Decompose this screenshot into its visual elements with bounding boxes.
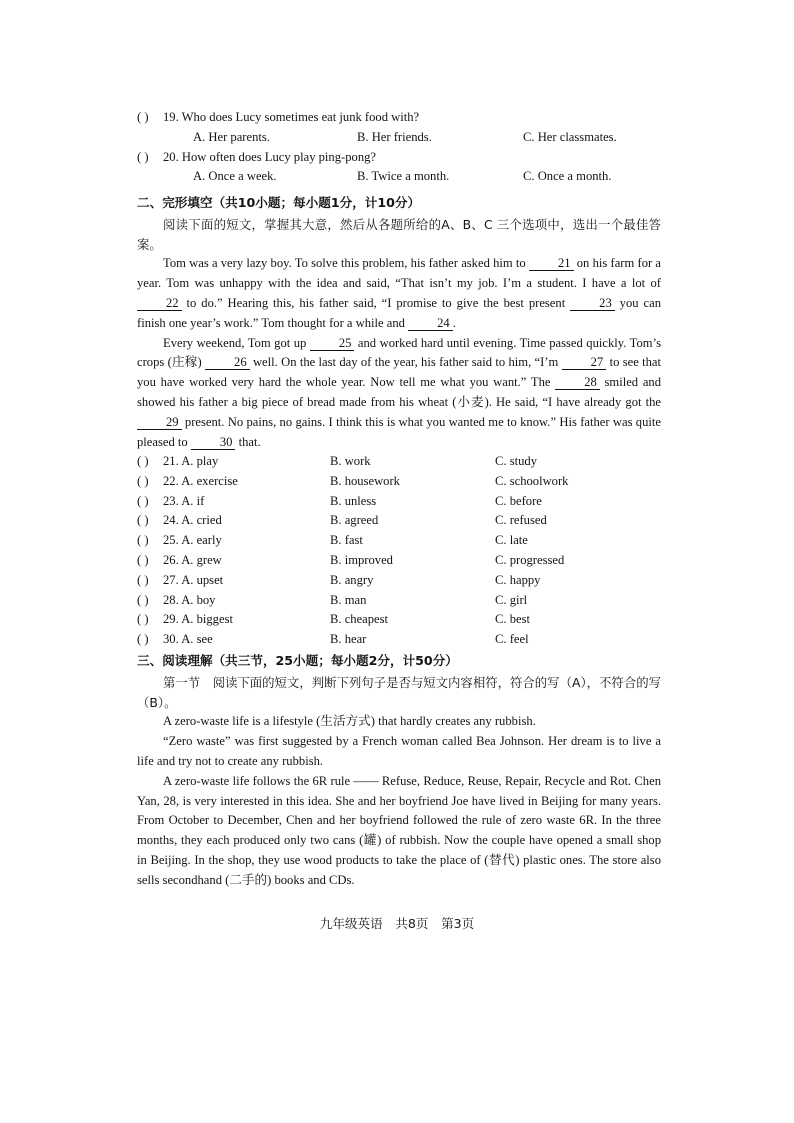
- option-a: 25. A. early: [163, 533, 222, 548]
- option-c: C. feel: [495, 632, 529, 647]
- reading-section: [137, 651, 661, 891]
- cloze-question-21: [137, 452, 661, 472]
- passage-text: Every weekend, Tom got up: [163, 335, 310, 350]
- option-c: C. schoolwork: [495, 473, 569, 488]
- passage-text: well. On the last day of the year, his father said to him, “I’m: [249, 355, 562, 370]
- blank-23: 23: [570, 296, 615, 311]
- option-b: B. fast: [330, 533, 363, 548]
- question-19-options: [137, 128, 661, 148]
- section-heading: 二、完形填空（共10小题；每小题1分，计10分）: [137, 195, 421, 210]
- passage-text: to do.” Hearing this, his father said, “I promise to give the best present: [181, 295, 571, 310]
- answer-bracket[interactable]: ( ): [137, 473, 149, 488]
- reading-paragraph-1: A zero-waste life is a lifestyle (生活方式) that hardly creates any rubbish.: [163, 714, 536, 729]
- cloze-question-27: [137, 571, 661, 591]
- cloze-section: [137, 193, 661, 452]
- passage-text: on his farm for a year. Tom was unhappy with the idea and said, “That isn’t my job. I’m a student. I have a lot of: [137, 256, 661, 291]
- answer-bracket[interactable]: ( ): [137, 612, 149, 627]
- option-b: B. hear: [330, 632, 367, 647]
- answer-bracket[interactable]: ( ): [137, 513, 149, 528]
- cloze-question-26: [137, 551, 661, 571]
- passage-text: and worked hard until evening. Time passed quickly. Tom’s crops (庄稼): [137, 335, 661, 370]
- option-a: 29. A. biggest: [163, 612, 233, 627]
- page-footer: 九年级英语 共8页 第3页: [319, 916, 475, 931]
- passage-text: Tom was a very lazy boy. To solve this problem, his father asked him to: [163, 256, 529, 271]
- option-b: B. improved: [330, 552, 393, 567]
- option-c: C. refused: [495, 513, 547, 528]
- answer-bracket[interactable]: ( ): [137, 149, 149, 164]
- answer-bracket[interactable]: ( ): [137, 552, 149, 567]
- cloze-question-28: [137, 591, 661, 611]
- question-19: [137, 108, 661, 128]
- section-instruction: 阅读下面的短文，掌握其大意，然后从各题所给的A、B、C 三个选项中，选出一个最佳答案。: [137, 216, 661, 252]
- option-a: 22. A. exercise: [163, 473, 238, 488]
- question-20-options: [137, 167, 661, 187]
- option-b: B. Twice a month.: [357, 169, 450, 184]
- question-20: [137, 148, 661, 168]
- option-a: 28. A. boy: [163, 592, 216, 607]
- option-c: C. progressed: [495, 552, 565, 567]
- cloze-paragraph-1: [137, 254, 661, 333]
- answer-bracket[interactable]: ( ): [137, 454, 149, 468]
- listening-questions: [137, 108, 661, 187]
- option-b: B. work: [330, 454, 371, 468]
- option-c: C. girl: [495, 592, 528, 607]
- cloze-question-24: [137, 511, 661, 531]
- cloze-question-22: [137, 472, 661, 492]
- option-b: B. man: [330, 592, 367, 607]
- option-a: 26. A. grew: [163, 552, 222, 567]
- blank-28: 28: [555, 375, 600, 390]
- blank-24: 24: [408, 316, 453, 331]
- option-a: 21. A. play: [163, 454, 219, 468]
- question-stem: 20. How often does Lucy play ping-pong?: [163, 149, 376, 164]
- answer-bracket[interactable]: ( ): [137, 110, 149, 124]
- question-stem: 19. Who does Lucy sometimes eat junk food with?: [163, 110, 420, 124]
- passage-text: smiled and showed his father a big piece of bread made from his wheat (小麦). He said, “I have already got the: [137, 375, 662, 409]
- answer-bracket[interactable]: ( ): [137, 632, 149, 647]
- option-c: C. late: [495, 533, 528, 548]
- option-c: C. Once a month.: [523, 169, 612, 184]
- option-c: C. study: [495, 454, 537, 468]
- cloze-paragraph-2: [137, 334, 661, 453]
- option-c: C. before: [495, 493, 542, 508]
- reading-paragraph-2: “Zero waste” was first suggested by a French woman called Bea Johnson. Her dream is to live a life and try not to create any rubbish.: [137, 734, 661, 768]
- blank-25: 25: [310, 336, 355, 351]
- answer-bracket[interactable]: ( ): [137, 493, 149, 508]
- option-a: 23. A. if: [163, 493, 205, 508]
- cloze-options: [137, 452, 661, 650]
- blank-29: 29: [137, 415, 182, 430]
- passage-text: present. No pains, no gains. I think this is what you wanted me to know.” His father was quite pleased to: [137, 414, 661, 449]
- cloze-question-29: [137, 610, 661, 630]
- blank-26: 26: [205, 355, 250, 370]
- section-heading: 三、阅读理解（共三节，25小题；每小题2分，计50分）: [137, 653, 458, 668]
- reading-paragraph-3: A zero-waste life follows the 6R rule —— Refuse, Reduce, Reuse, Repair, Recycle and Rot. Chen Yan, 28, is very interested in this idea. She and her boyfriend Joe have lived in Beijing for many years. From October to December, Chen and her boyfriend followed the rule of zero waste 6R. In the three months, they each produced only two cans (罐) of rubbish. Now the couple have opened a small shop in Beijing. In the shop, they use wood products to take the place of (替代) plastic ones. The store also sells secondhand (二手的) books and CDs.: [137, 773, 661, 887]
- option-a: 30. A. see: [163, 632, 213, 647]
- blank-30: 30: [191, 435, 236, 450]
- option-a: A. Her parents.: [193, 129, 270, 144]
- option-a: A. Once a week.: [193, 169, 277, 184]
- passage-text: you can finish one year’s work.” Tom thought for a while and: [137, 295, 661, 330]
- option-b: B. angry: [330, 572, 374, 587]
- option-b: B. cheapest: [330, 612, 389, 627]
- option-b: B. housework: [330, 473, 400, 488]
- answer-bracket[interactable]: ( ): [137, 592, 149, 607]
- blank-21: 21: [529, 256, 574, 271]
- option-c: C. Her classmates.: [523, 129, 617, 144]
- cloze-question-30: [137, 630, 661, 650]
- option-a: 24. A. cried: [163, 513, 222, 528]
- blank-22: 22: [137, 296, 182, 311]
- option-b: B. Her friends.: [357, 129, 432, 144]
- option-b: B. unless: [330, 493, 377, 508]
- option-c: C. happy: [495, 572, 541, 587]
- passage-text: .: [452, 315, 456, 330]
- passage-text: that.: [235, 434, 261, 449]
- option-a: 27. A. upset: [163, 572, 224, 587]
- option-c: C. best: [495, 612, 530, 627]
- section-instruction: 第一节 阅读下面的短文，判断下列句子是否与短文内容相符，符合的写（A），不符合的写（B）。: [137, 674, 661, 710]
- passage-text: to see that you have worked very hard the whole year. Now tell me what you want.” The: [137, 355, 661, 390]
- blank-27: 27: [562, 355, 607, 370]
- answer-bracket[interactable]: ( ): [137, 533, 149, 548]
- option-b: B. agreed: [330, 513, 379, 528]
- cloze-question-25: [137, 531, 661, 551]
- answer-bracket[interactable]: ( ): [137, 572, 149, 587]
- cloze-question-23: [137, 492, 661, 512]
